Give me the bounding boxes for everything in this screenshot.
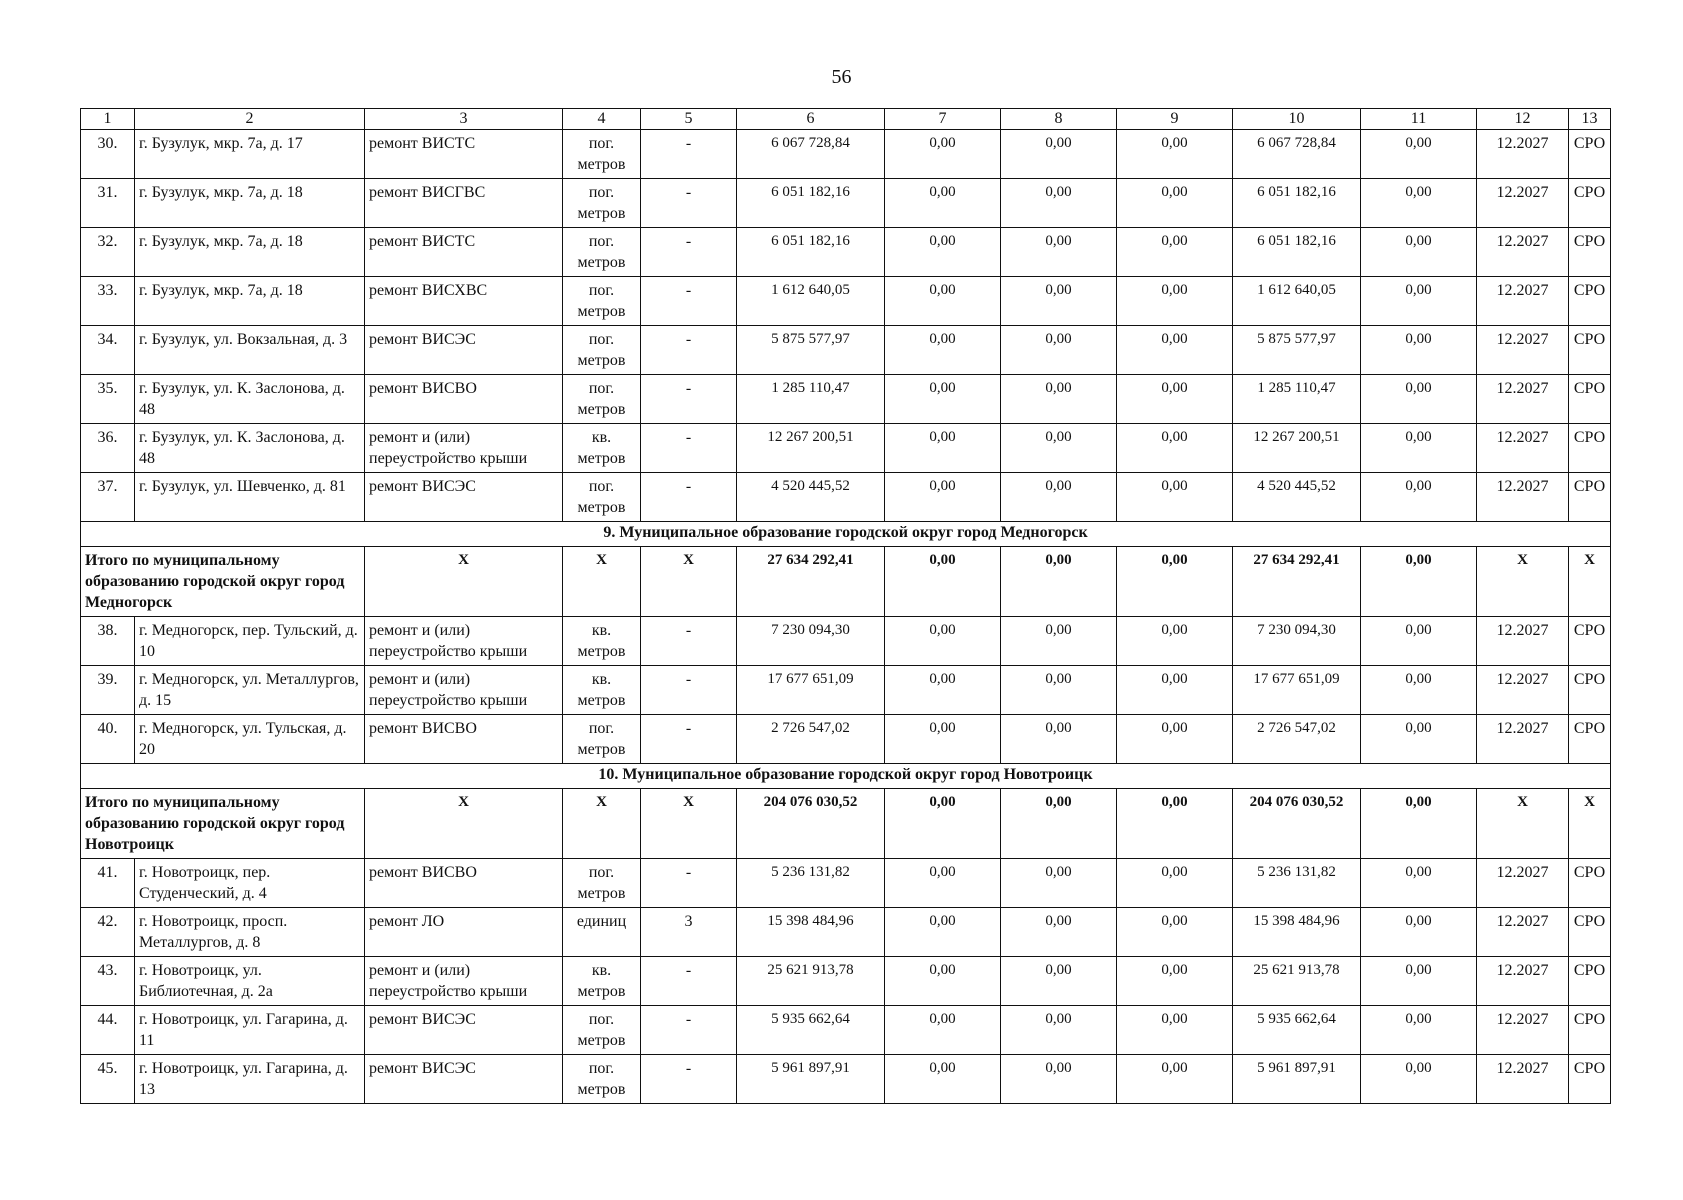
total-cell-12: Х [1477,789,1569,859]
total-cost-cell: 5 236 131,82 [737,859,885,908]
work-type-cell: ремонт ВИСЭС [365,473,563,522]
fund-cell-11: 0,00 [1361,473,1477,522]
address-cell: г. Бузулук, мкр. 7а, д. 18 [135,228,365,277]
quantity-cell: 3 [641,908,737,957]
deadline-cell: 12.2027 [1477,473,1569,522]
row-number: 35. [81,375,135,424]
fund-cell-8: 0,00 [1001,326,1117,375]
fund-cell-7: 0,00 [885,957,1001,1006]
deadline-cell: 12.2027 [1477,859,1569,908]
fund-cell-7: 0,00 [885,1055,1001,1104]
table-row [81,179,1611,228]
section-title: 9. Муниципальное образование городской округ город Медногорск [81,522,1611,547]
fund-cell-10: 1 612 640,05 [1233,277,1361,326]
work-type-cell: ремонт ВИСЭС [365,326,563,375]
column-number-9: 9 [1117,109,1233,130]
table-row [81,1006,1611,1055]
quantity-cell: - [641,179,737,228]
fund-cell-9: 0,00 [1117,179,1233,228]
deadline-cell: 12.2027 [1477,277,1569,326]
fund-cell-8: 0,00 [1001,859,1117,908]
total-cost-cell: 1 612 640,05 [737,277,885,326]
municipal-total-row [81,789,1611,859]
quantity-cell: - [641,715,737,764]
deadline-cell: 12.2027 [1477,424,1569,473]
address-cell: г. Новотроицк, ул. Гагарина, д. 11 [135,1006,365,1055]
unit-cell: пог. метров [563,1055,641,1104]
fund-cell-8: 0,00 [1001,957,1117,1006]
unit-cell: пог. метров [563,326,641,375]
column-number-12: 12 [1477,109,1569,130]
deadline-cell: 12.2027 [1477,666,1569,715]
fund-cell-7: 0,00 [885,424,1001,473]
total-cell-5: Х [641,547,737,617]
fund-cell-11: 0,00 [1361,326,1477,375]
fund-cell-8: 0,00 [1001,1006,1117,1055]
fund-cell-9: 0,00 [1117,859,1233,908]
total-cell-6: 204 076 030,52 [737,789,885,859]
row-number: 30. [81,130,135,179]
work-type-cell: ремонт ВИСГВС [365,179,563,228]
total-cost-cell: 7 230 094,30 [737,617,885,666]
deadline-cell: 12.2027 [1477,1006,1569,1055]
column-number-11: 11 [1361,109,1477,130]
quantity-cell: - [641,326,737,375]
executor-cell: СРО [1569,666,1611,715]
fund-cell-7: 0,00 [885,473,1001,522]
fund-cell-11: 0,00 [1361,228,1477,277]
total-cell-8: 0,00 [1001,789,1117,859]
section-heading-row [81,522,1611,547]
total-cell-8: 0,00 [1001,547,1117,617]
fund-cell-10: 6 051 182,16 [1233,179,1361,228]
total-cost-cell: 5 875 577,97 [737,326,885,375]
deadline-cell: 12.2027 [1477,1055,1569,1104]
total-cell-13: Х [1569,789,1611,859]
total-cell-9: 0,00 [1117,547,1233,617]
total-cost-cell: 17 677 651,09 [737,666,885,715]
column-number-7: 7 [885,109,1001,130]
fund-cell-9: 0,00 [1117,1006,1233,1055]
table-row [81,326,1611,375]
address-cell: г. Медногорск, ул. Металлургов, д. 15 [135,666,365,715]
fund-cell-9: 0,00 [1117,715,1233,764]
fund-cell-9: 0,00 [1117,908,1233,957]
total-cost-cell: 25 621 913,78 [737,957,885,1006]
total-cell-7: 0,00 [885,547,1001,617]
fund-cell-11: 0,00 [1361,130,1477,179]
deadline-cell: 12.2027 [1477,375,1569,424]
column-number-10: 10 [1233,109,1361,130]
fund-cell-9: 0,00 [1117,228,1233,277]
fund-cell-8: 0,00 [1001,179,1117,228]
executor-cell: СРО [1569,179,1611,228]
fund-cell-11: 0,00 [1361,277,1477,326]
total-cell-11: 0,00 [1361,547,1477,617]
executor-cell: СРО [1569,1055,1611,1104]
deadline-cell: 12.2027 [1477,228,1569,277]
page-number: 56 [831,66,852,88]
table-row [81,277,1611,326]
fund-cell-9: 0,00 [1117,473,1233,522]
column-number-row [81,109,1611,130]
executor-cell: СРО [1569,130,1611,179]
total-cost-cell: 15 398 484,96 [737,908,885,957]
row-number: 39. [81,666,135,715]
quantity-cell: - [641,130,737,179]
address-cell: г. Новотроицк, ул. Гагарина, д. 13 [135,1055,365,1104]
fund-cell-7: 0,00 [885,228,1001,277]
total-cell-4: Х [563,789,641,859]
quantity-cell: - [641,1055,737,1104]
fund-cell-8: 0,00 [1001,228,1117,277]
unit-cell: пог. метров [563,130,641,179]
fund-cell-8: 0,00 [1001,277,1117,326]
deadline-cell: 12.2027 [1477,957,1569,1006]
address-cell: г. Бузулук, ул. Вокзальная, д. 3 [135,326,365,375]
total-cost-cell: 2 726 547,02 [737,715,885,764]
fund-cell-8: 0,00 [1001,908,1117,957]
executor-cell: СРО [1569,957,1611,1006]
fund-cell-8: 0,00 [1001,375,1117,424]
address-cell: г. Медногорск, ул. Тульская, д. 20 [135,715,365,764]
table-row [81,375,1611,424]
unit-cell: кв. метров [563,957,641,1006]
fund-cell-9: 0,00 [1117,617,1233,666]
work-type-cell: ремонт ВИСТС [365,130,563,179]
unit-cell: пог. метров [563,179,641,228]
executor-cell: СРО [1569,375,1611,424]
work-type-cell: ремонт ВИСЭС [365,1055,563,1104]
executor-cell: СРО [1569,617,1611,666]
total-cost-cell: 6 067 728,84 [737,130,885,179]
fund-cell-11: 0,00 [1361,957,1477,1006]
quantity-cell: - [641,859,737,908]
fund-cell-10: 7 230 094,30 [1233,617,1361,666]
table-row [81,130,1611,179]
address-cell: г. Бузулук, ул. Шевченко, д. 81 [135,473,365,522]
unit-cell: единиц [563,908,641,957]
work-type-cell: ремонт ЛО [365,908,563,957]
fund-cell-10: 5 875 577,97 [1233,326,1361,375]
total-cell-3: Х [365,547,563,617]
fund-cell-11: 0,00 [1361,1055,1477,1104]
total-cost-cell: 12 267 200,51 [737,424,885,473]
fund-cell-8: 0,00 [1001,473,1117,522]
total-cell-3: Х [365,789,563,859]
fund-cell-10: 5 935 662,64 [1233,1006,1361,1055]
fund-cell-9: 0,00 [1117,1055,1233,1104]
fund-cell-7: 0,00 [885,130,1001,179]
row-number: 42. [81,908,135,957]
address-cell: г. Новотроицк, просп. Металлургов, д. 8 [135,908,365,957]
fund-cell-11: 0,00 [1361,859,1477,908]
address-cell: г. Бузулук, мкр. 7а, д. 18 [135,179,365,228]
address-cell: г. Новотроицк, пер. Студенческий, д. 4 [135,859,365,908]
fund-cell-7: 0,00 [885,1006,1001,1055]
fund-cell-10: 6 051 182,16 [1233,228,1361,277]
executor-cell: СРО [1569,424,1611,473]
row-number: 31. [81,179,135,228]
fund-cell-9: 0,00 [1117,957,1233,1006]
section-heading-row [81,764,1611,789]
fund-cell-8: 0,00 [1001,130,1117,179]
quantity-cell: - [641,277,737,326]
row-number: 36. [81,424,135,473]
deadline-cell: 12.2027 [1477,715,1569,764]
work-type-cell: ремонт ВИСТС [365,228,563,277]
fund-cell-9: 0,00 [1117,375,1233,424]
row-number: 37. [81,473,135,522]
address-cell: г. Новотроицк, ул. Библиотечная, д. 2а [135,957,365,1006]
row-number: 45. [81,1055,135,1104]
total-cell-5: Х [641,789,737,859]
fund-cell-11: 0,00 [1361,375,1477,424]
table-body [81,109,1611,1104]
table-row [81,666,1611,715]
total-cell-11: 0,00 [1361,789,1477,859]
fund-cell-10: 5 236 131,82 [1233,859,1361,908]
work-type-cell: ремонт ВИСВО [365,715,563,764]
fund-cell-7: 0,00 [885,617,1001,666]
unit-cell: пог. метров [563,375,641,424]
total-label: Итого по муниципальному образованию городской округ город Медногорск [81,547,365,617]
executor-cell: СРО [1569,1006,1611,1055]
row-number: 43. [81,957,135,1006]
table-row [81,908,1611,957]
work-type-cell: ремонт ВИСХВС [365,277,563,326]
work-type-cell: ремонт ВИСВО [365,375,563,424]
fund-cell-11: 0,00 [1361,908,1477,957]
address-cell: г. Бузулук, ул. К. Заслонова, д. 48 [135,424,365,473]
table-row [81,424,1611,473]
table-row [81,473,1611,522]
fund-cell-7: 0,00 [885,908,1001,957]
unit-cell: пог. метров [563,859,641,908]
fund-cell-11: 0,00 [1361,617,1477,666]
table-row [81,1055,1611,1104]
row-number: 33. [81,277,135,326]
executor-cell: СРО [1569,277,1611,326]
total-cost-cell: 6 051 182,16 [737,228,885,277]
executor-cell: СРО [1569,908,1611,957]
fund-cell-7: 0,00 [885,666,1001,715]
row-number: 38. [81,617,135,666]
fund-cell-7: 0,00 [885,277,1001,326]
deadline-cell: 12.2027 [1477,617,1569,666]
total-cell-4: Х [563,547,641,617]
executor-cell: СРО [1569,859,1611,908]
total-cost-cell: 1 285 110,47 [737,375,885,424]
quantity-cell: - [641,424,737,473]
quantity-cell: - [641,228,737,277]
capital-repair-table [80,108,1611,1104]
unit-cell: кв. метров [563,617,641,666]
work-type-cell: ремонт и (или) переустройство крыши [365,666,563,715]
fund-cell-10: 15 398 484,96 [1233,908,1361,957]
deadline-cell: 12.2027 [1477,179,1569,228]
unit-cell: пог. метров [563,473,641,522]
fund-cell-8: 0,00 [1001,1055,1117,1104]
fund-cell-7: 0,00 [885,179,1001,228]
address-cell: г. Бузулук, мкр. 7а, д. 17 [135,130,365,179]
section-title: 10. Муниципальное образование городской округ город Новотроицк [81,764,1611,789]
fund-cell-9: 0,00 [1117,424,1233,473]
table-row [81,617,1611,666]
work-type-cell: ремонт и (или) переустройство крыши [365,424,563,473]
table-row [81,957,1611,1006]
fund-cell-11: 0,00 [1361,1006,1477,1055]
fund-cell-11: 0,00 [1361,715,1477,764]
work-type-cell: ремонт ВИСЭС [365,1006,563,1055]
table-row [81,228,1611,277]
quantity-cell: - [641,473,737,522]
work-type-cell: ремонт и (или) переустройство крыши [365,957,563,1006]
column-number-13: 13 [1569,109,1611,130]
fund-cell-10: 1 285 110,47 [1233,375,1361,424]
total-cost-cell: 5 935 662,64 [737,1006,885,1055]
fund-cell-10: 12 267 200,51 [1233,424,1361,473]
column-number-2: 2 [135,109,365,130]
column-number-4: 4 [563,109,641,130]
unit-cell: пог. метров [563,228,641,277]
total-cell-10: 27 634 292,41 [1233,547,1361,617]
total-label: Итого по муниципальному образованию городской округ город Новотроицк [81,789,365,859]
quantity-cell: - [641,375,737,424]
row-number: 34. [81,326,135,375]
fund-cell-10: 17 677 651,09 [1233,666,1361,715]
column-number-6: 6 [737,109,885,130]
total-cell-6: 27 634 292,41 [737,547,885,617]
fund-cell-10: 6 067 728,84 [1233,130,1361,179]
row-number: 44. [81,1006,135,1055]
address-cell: г. Бузулук, ул. К. Заслонова, д. 48 [135,375,365,424]
executor-cell: СРО [1569,326,1611,375]
work-type-cell: ремонт ВИСВО [365,859,563,908]
table-row [81,859,1611,908]
fund-cell-7: 0,00 [885,715,1001,764]
total-cell-12: Х [1477,547,1569,617]
fund-cell-11: 0,00 [1361,424,1477,473]
total-cell-7: 0,00 [885,789,1001,859]
row-number: 32. [81,228,135,277]
table-row [81,715,1611,764]
fund-cell-9: 0,00 [1117,277,1233,326]
quantity-cell: - [641,957,737,1006]
fund-cell-10: 5 961 897,91 [1233,1055,1361,1104]
quantity-cell: - [641,617,737,666]
address-cell: г. Бузулук, мкр. 7а, д. 18 [135,277,365,326]
fund-cell-8: 0,00 [1001,715,1117,764]
executor-cell: СРО [1569,228,1611,277]
column-number-3: 3 [365,109,563,130]
total-cell-10: 204 076 030,52 [1233,789,1361,859]
column-number-8: 8 [1001,109,1117,130]
municipal-total-row [81,547,1611,617]
unit-cell: пог. метров [563,715,641,764]
fund-cell-8: 0,00 [1001,424,1117,473]
total-cell-9: 0,00 [1117,789,1233,859]
total-cost-cell: 5 961 897,91 [737,1055,885,1104]
fund-cell-8: 0,00 [1001,617,1117,666]
fund-cell-10: 2 726 547,02 [1233,715,1361,764]
fund-cell-9: 0,00 [1117,666,1233,715]
fund-cell-7: 0,00 [885,326,1001,375]
unit-cell: кв. метров [563,424,641,473]
fund-cell-11: 0,00 [1361,666,1477,715]
total-cost-cell: 4 520 445,52 [737,473,885,522]
fund-cell-9: 0,00 [1117,326,1233,375]
address-cell: г. Медногорск, пер. Тульский, д. 10 [135,617,365,666]
unit-cell: кв. метров [563,666,641,715]
fund-cell-8: 0,00 [1001,666,1117,715]
unit-cell: пог. метров [563,277,641,326]
fund-cell-10: 25 621 913,78 [1233,957,1361,1006]
fund-cell-10: 4 520 445,52 [1233,473,1361,522]
deadline-cell: 12.2027 [1477,130,1569,179]
executor-cell: СРО [1569,715,1611,764]
fund-cell-11: 0,00 [1361,179,1477,228]
executor-cell: СРО [1569,473,1611,522]
fund-cell-7: 0,00 [885,375,1001,424]
column-number-5: 5 [641,109,737,130]
row-number: 41. [81,859,135,908]
quantity-cell: - [641,1006,737,1055]
deadline-cell: 12.2027 [1477,908,1569,957]
fund-cell-9: 0,00 [1117,130,1233,179]
unit-cell: пог. метров [563,1006,641,1055]
work-type-cell: ремонт и (или) переустройство крыши [365,617,563,666]
quantity-cell: - [641,666,737,715]
fund-cell-7: 0,00 [885,859,1001,908]
total-cell-13: Х [1569,547,1611,617]
column-number-1: 1 [81,109,135,130]
deadline-cell: 12.2027 [1477,326,1569,375]
row-number: 40. [81,715,135,764]
total-cost-cell: 6 051 182,16 [737,179,885,228]
